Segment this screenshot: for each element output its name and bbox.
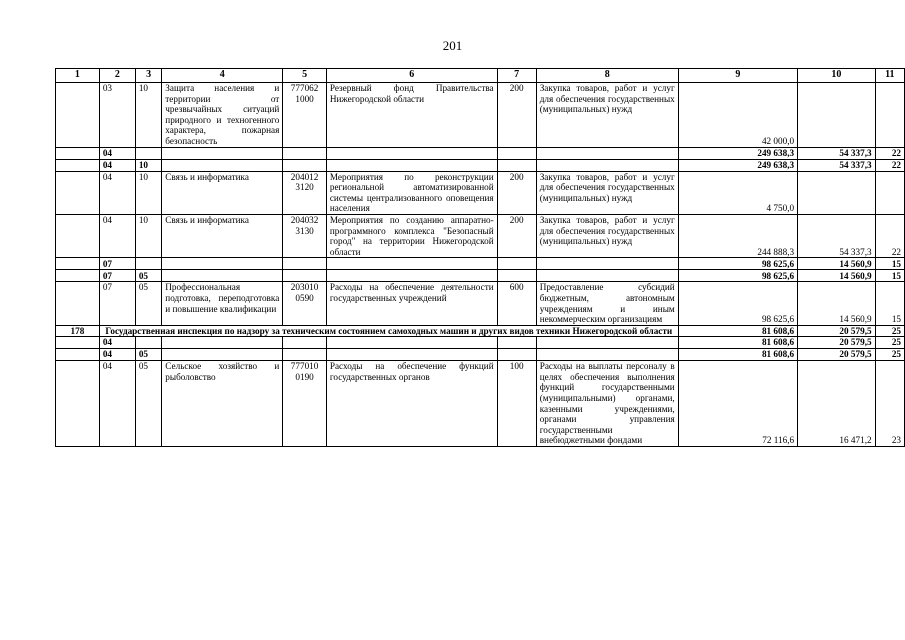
column-header: 1: [56, 69, 100, 83]
cell-subsection: 05: [135, 282, 161, 325]
cell-kind: [497, 270, 536, 282]
cell-target: 204012 3120: [283, 171, 327, 214]
cell-num: [56, 270, 100, 282]
cell-target: 777062 1000: [283, 83, 327, 148]
cell-fact: 54 337,3: [798, 159, 875, 171]
cell-section: 07: [99, 282, 135, 325]
cell-section: 04: [99, 214, 135, 257]
cell-plan: 249 638,3: [678, 159, 797, 171]
budget-table: [55, 68, 905, 447]
cell-target-name: Расходы на обеспечение деятельности государственных учреждений: [326, 282, 497, 325]
table-row: [56, 325, 905, 337]
column-header: 8: [536, 69, 678, 83]
cell-subsection: 05: [135, 270, 161, 282]
cell-fact: [798, 171, 875, 214]
cell-name: Сельское хозяйство и рыболовство: [162, 361, 283, 447]
cell-name: [162, 337, 283, 349]
cell-num: [56, 147, 100, 159]
cell-kind-name: Расходы на выплаты персоналу в целях обеспечения выполнения функций государственными (муниципальными) органами, казенными учреждениями, органами управления государственными внебюджетными фондами: [536, 361, 678, 447]
cell-percent: 22: [875, 214, 904, 257]
cell-percent: 22: [875, 147, 904, 159]
cell-num: [56, 214, 100, 257]
cell-percent: 22: [875, 159, 904, 171]
cell-section: 04: [99, 147, 135, 159]
cell-kind-name: [536, 349, 678, 361]
cell-kind: 200: [497, 214, 536, 257]
cell-kind-name: [536, 258, 678, 270]
cell-target: 203010 0590: [283, 282, 327, 325]
cell-target-name: [326, 349, 497, 361]
cell-percent: 15: [875, 282, 904, 325]
cell-kind-name: [536, 159, 678, 171]
cell-target: [283, 159, 327, 171]
table-header-row: [56, 69, 905, 83]
cell-kind: [497, 258, 536, 270]
cell-percent: 25: [875, 349, 904, 361]
cell-name: Связь и информатика: [162, 214, 283, 257]
cell-target-name: [326, 258, 497, 270]
cell-num: [56, 83, 100, 148]
cell-section: 04: [99, 349, 135, 361]
cell-kind: 100: [497, 361, 536, 447]
cell-plan: 249 638,3: [678, 147, 797, 159]
cell-percent: 25: [875, 325, 904, 337]
cell-name: [162, 147, 283, 159]
cell-section: 07: [99, 270, 135, 282]
column-header: 9: [678, 69, 797, 83]
cell-num: [56, 282, 100, 325]
cell-name: Профессиональная подготовка, переподготовка и повышение квалификации: [162, 282, 283, 325]
cell-kind: [497, 147, 536, 159]
cell-section: 04: [99, 171, 135, 214]
cell-target-name: [326, 159, 497, 171]
cell-section: 04: [99, 159, 135, 171]
cell-fact: 20 579,5: [798, 337, 875, 349]
cell-fact: 16 471,2: [798, 361, 875, 447]
cell-kind: [497, 337, 536, 349]
cell-kind: 600: [497, 282, 536, 325]
cell-target-name: [326, 337, 497, 349]
cell-subsection: 05: [135, 349, 161, 361]
cell-target-name: [326, 270, 497, 282]
cell-kind-name: Закупка товаров, работ и услуг для обеспечения государственных (муниципальных) нужд: [536, 214, 678, 257]
cell-target-name: Мероприятия по созданию аппаратно-программного комплекса "Безопасный город" на территории Нижегородской области: [326, 214, 497, 257]
column-header: 5: [283, 69, 327, 83]
column-header: 7: [497, 69, 536, 83]
column-header: 10: [798, 69, 875, 83]
cell-subsection: 10: [135, 83, 161, 148]
cell-section: 07: [99, 258, 135, 270]
cell-section: 04: [99, 361, 135, 447]
cell-kind-name: Предоставление субсидий бюджетным, автономным учреждениям и иным некоммерческим организациям: [536, 282, 678, 325]
cell-fact: 14 560,9: [798, 270, 875, 282]
cell-section: 03: [99, 83, 135, 148]
table-row: [56, 159, 905, 171]
cell-plan: 98 625,6: [678, 258, 797, 270]
cell-kind-name: Закупка товаров, работ и услуг для обеспечения государственных (муниципальных) нужд: [536, 171, 678, 214]
cell-target-name: Мероприятия по реконструкции региональной автоматизированной системы централизованного оповещения населения: [326, 171, 497, 214]
cell-target-name: Резервный фонд Правительства Нижегородской области: [326, 83, 497, 148]
cell-kind-name: [536, 147, 678, 159]
page-number: 201: [442, 38, 463, 53]
table-row: [56, 147, 905, 159]
cell-subsection: [135, 258, 161, 270]
cell-num: [56, 258, 100, 270]
cell-fact: 54 337,3: [798, 147, 875, 159]
table-row: [56, 171, 905, 214]
cell-plan: 244 888,3: [678, 214, 797, 257]
column-header: 11: [875, 69, 904, 83]
cell-num: [56, 337, 100, 349]
cell-kind-name: Закупка товаров, работ и услуг для обеспечения государственных (муниципальных) нужд: [536, 83, 678, 148]
cell-subsection: [135, 337, 161, 349]
table-row: [56, 337, 905, 349]
cell-fact: 20 579,5: [798, 349, 875, 361]
cell-fact: 20 579,5: [798, 325, 875, 337]
cell-num: [56, 171, 100, 214]
cell-subsection: [135, 147, 161, 159]
cell-kind: [497, 349, 536, 361]
cell-target: 777010 0190: [283, 361, 327, 447]
table-row: [56, 349, 905, 361]
cell-subsection: 10: [135, 159, 161, 171]
cell-fact: 14 560,9: [798, 282, 875, 325]
cell-name: Защита населения и территории от чрезвычайных ситуаций природного и техногенного характера, пожарная безопасность: [162, 83, 283, 148]
cell-name: Связь и информатика: [162, 171, 283, 214]
cell-plan: 98 625,6: [678, 270, 797, 282]
cell-kind: 200: [497, 83, 536, 148]
cell-num: [56, 159, 100, 171]
cell-plan: 72 116,6: [678, 361, 797, 447]
cell-target: [283, 349, 327, 361]
column-header: 2: [99, 69, 135, 83]
cell-plan: 4 750,0: [678, 171, 797, 214]
cell-plan: 42 000,0: [678, 83, 797, 148]
cell-percent: 15: [875, 270, 904, 282]
cell-target-name: [326, 147, 497, 159]
cell-percent: 25: [875, 337, 904, 349]
cell-target-name: Расходы на обеспечение функций государственных органов: [326, 361, 497, 447]
cell-target: [283, 337, 327, 349]
cell-plan: 81 608,6: [678, 325, 797, 337]
column-header: 4: [162, 69, 283, 83]
cell-subsection: 10: [135, 171, 161, 214]
cell-name: [162, 270, 283, 282]
cell-subsection: 05: [135, 361, 161, 447]
column-header: 3: [135, 69, 161, 83]
cell-kind: [497, 159, 536, 171]
cell-org-code: 178: [56, 325, 100, 337]
cell-fact: [798, 83, 875, 148]
table-row: [56, 270, 905, 282]
cell-kind-name: [536, 270, 678, 282]
cell-fact: 54 337,3: [798, 214, 875, 257]
cell-name: [162, 159, 283, 171]
cell-org-name: Государственная инспекция по надзору за техническим состоянием самоходных машин и других видов техники Нижегородской области: [99, 325, 678, 337]
cell-plan: 81 608,6: [678, 337, 797, 349]
table-row: [56, 282, 905, 325]
cell-kind-name: [536, 337, 678, 349]
cell-section: 04: [99, 337, 135, 349]
cell-target: [283, 270, 327, 282]
cell-num: [56, 361, 100, 447]
cell-percent: 23: [875, 361, 904, 447]
table-row: [56, 83, 905, 148]
table-row: [56, 361, 905, 447]
table-row: [56, 258, 905, 270]
cell-fact: 14 560,9: [798, 258, 875, 270]
cell-name: [162, 258, 283, 270]
cell-percent: [875, 171, 904, 214]
cell-plan: 98 625,6: [678, 282, 797, 325]
cell-kind: 200: [497, 171, 536, 214]
cell-percent: [875, 83, 904, 148]
cell-subsection: 10: [135, 214, 161, 257]
cell-plan: 81 608,6: [678, 349, 797, 361]
cell-target: 204032 3130: [283, 214, 327, 257]
column-header: 6: [326, 69, 497, 83]
cell-target: [283, 258, 327, 270]
cell-num: [56, 349, 100, 361]
cell-target: [283, 147, 327, 159]
table-row: [56, 214, 905, 257]
cell-name: [162, 349, 283, 361]
cell-percent: 15: [875, 258, 904, 270]
